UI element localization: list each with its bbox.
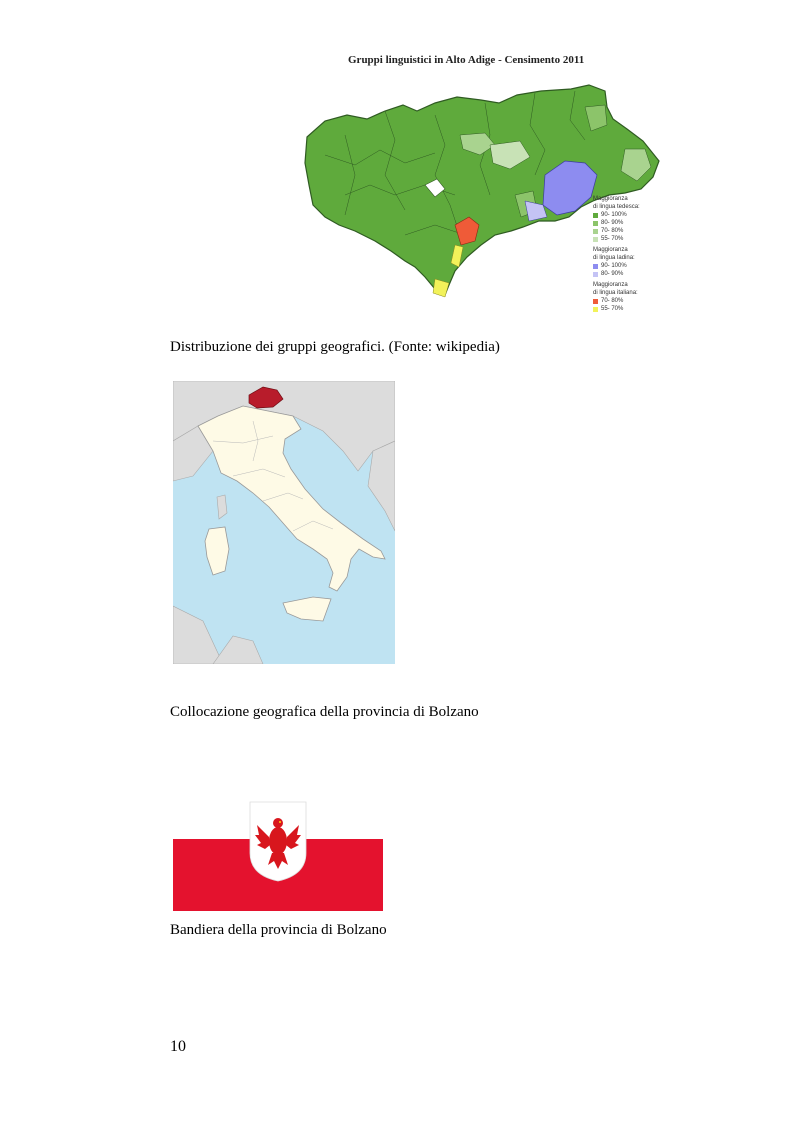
legend-subheading: di lingua tedesca: bbox=[593, 204, 640, 210]
linguistic-groups-figure bbox=[285, 45, 670, 330]
caption-linguistic-map: Distribuzione dei gruppi geografici. (Fonte: wikipedia) bbox=[170, 339, 500, 355]
page-number: 10 bbox=[170, 1038, 186, 1055]
bolzano-flag-graphic bbox=[173, 801, 383, 911]
legend-item: 90- 100% bbox=[593, 211, 665, 219]
map-legend bbox=[593, 195, 665, 313]
legend-item: 70- 80% bbox=[593, 297, 665, 305]
legend-item: 70- 80% bbox=[593, 227, 665, 235]
legend-item: 55- 70% bbox=[593, 305, 665, 313]
legend-heading: Maggioranza bbox=[593, 282, 628, 288]
legend-item: 55- 70% bbox=[593, 235, 665, 243]
legend-subheading: di lingua ladina: bbox=[593, 255, 635, 261]
legend-heading: Maggioranza bbox=[593, 247, 628, 253]
map-title: Gruppi linguistici in Alto Adige - Censimento 2011 bbox=[348, 54, 585, 66]
italy-location-map bbox=[173, 381, 395, 664]
legend-subheading: di lingua italiana: bbox=[593, 290, 638, 296]
legend-heading: Maggioranza bbox=[593, 196, 628, 202]
bolzano-flag bbox=[173, 801, 383, 911]
legend-item: 80- 90% bbox=[593, 270, 665, 278]
legend-item: 80- 90% bbox=[593, 219, 665, 227]
legend-item: 90- 100% bbox=[593, 262, 665, 270]
caption-location-map: Collocazione geografica della provincia di Bolzano bbox=[170, 704, 479, 720]
caption-flag: Bandiera della provincia di Bolzano bbox=[170, 922, 387, 938]
italy-map-graphic bbox=[173, 381, 395, 664]
